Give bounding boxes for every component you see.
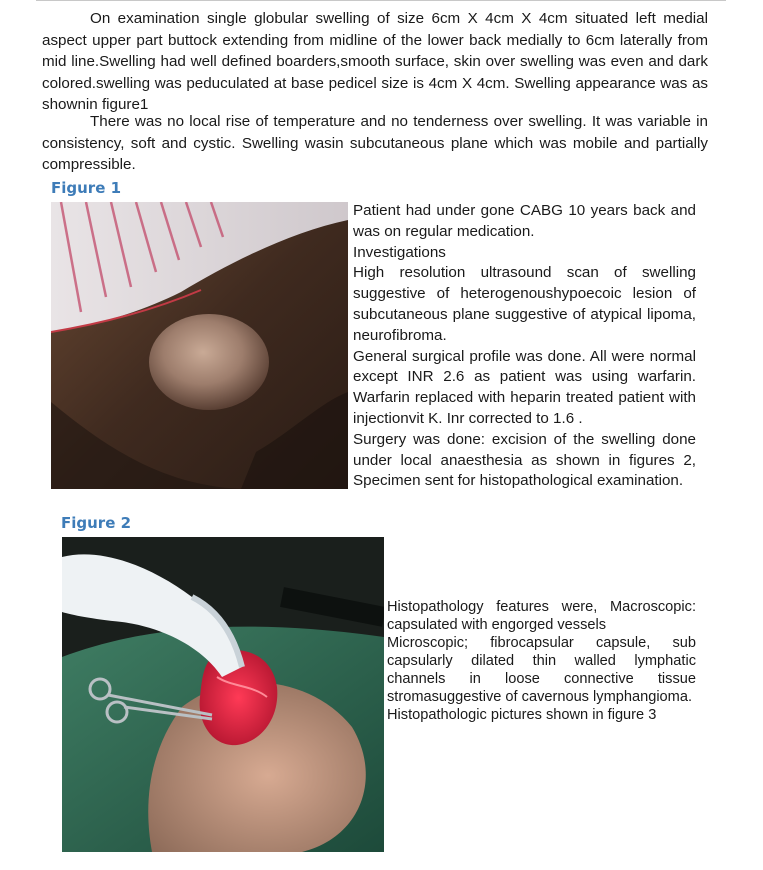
surgical-profile-text: General surgical profile was done. All were normal except INR 2.6 as patient was using warfarin. Warfarin replaced with heparin treated patient with injectionvit K. Inr corrected to 1.6 . <box>353 347 696 427</box>
histopathology-reference-text: Histopathologic pictures shown in figure 3 <box>387 707 657 723</box>
figure2-label: Figure 2 <box>61 514 132 532</box>
figure2-photo <box>62 537 384 852</box>
header-rule <box>36 0 726 1</box>
paragraph-consistency: There was no local rise of temperature and no tenderness over swelling. It was variable in consistency, soft and cystic. Swelling wasin subcutaneous plane which was mobile and partially compressible. <box>42 113 708 173</box>
ultrasound-text: High resolution ultrasound scan of swelling suggestive of heterogenoushypoecoic lesion of subcutaneous plane suggestive of atypical lipoma, neurofibroma. <box>353 264 696 344</box>
microscopic-text: Microscopic; fibrocapsular capsule, sub capsularly dilated thin walled lymphatic channels in loose connective tissue stromasuggestive of cavernous lymphangioma. <box>387 635 696 705</box>
figure1-label: Figure 1 <box>51 179 122 197</box>
history-text: Patient had under gone CABG 10 years back and was on regular medication. <box>353 202 696 240</box>
macroscopic-text: Histopathology features were, Macroscopic: capsulated with engorged vessels <box>387 599 696 633</box>
investigations-heading: Investigations <box>353 243 446 261</box>
paragraph-examination: On examination single globular swelling of size 6cm X 4cm X 4cm situated left medial aspect upper part buttock extending from midline of the lower back medially to 6cm laterally from mid line.Swelling had well defined boarders,smooth surface, skin over swelling was even and dark colored.swelling was peduculated at base pedicel size is 4cm X 4cm. Swelling appearance was as shownin figure1 <box>42 10 708 113</box>
figure1-photo <box>51 202 348 489</box>
figure1-side-text <box>353 201 696 492</box>
surgery-text: Surgery was done: excision of the swelling done under local anaesthesia as shown in figures 2, Specimen sent for histopathological examination. <box>353 430 696 490</box>
figure2-side-text <box>387 598 696 724</box>
